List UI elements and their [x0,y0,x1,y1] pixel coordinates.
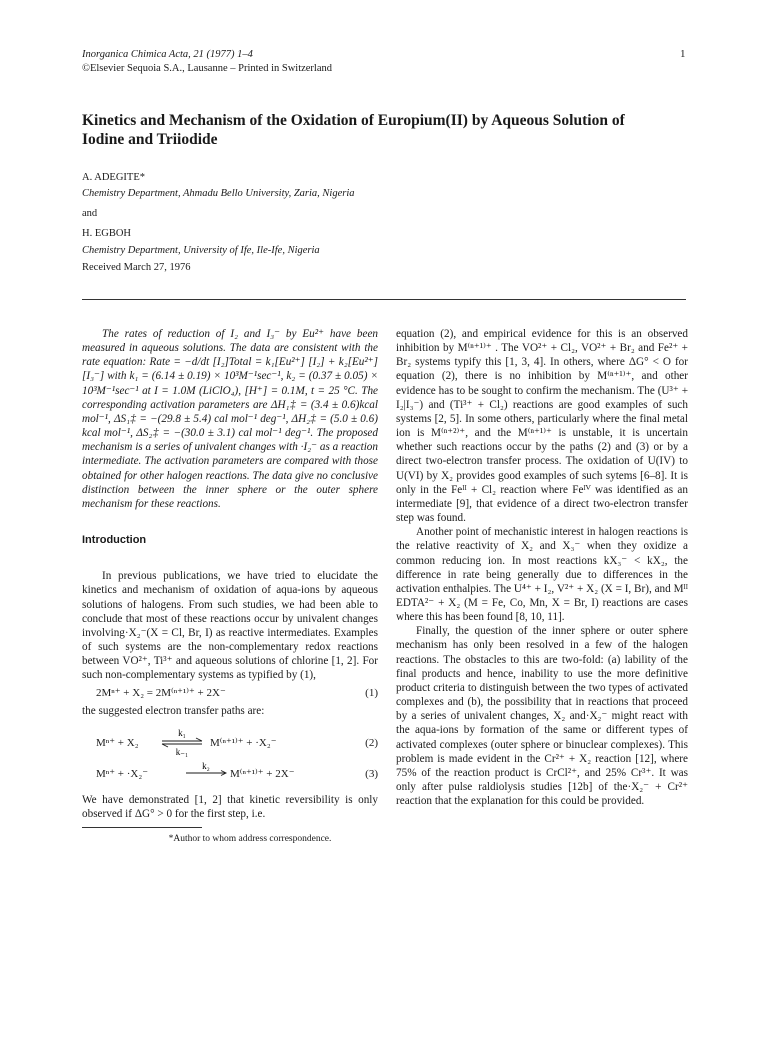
intro-paragraph-1: In previous publications, we have tried to elucidate the kinetics and mechanism of oxidation of aqua-ions by aqueous solutions of halogens. From such studies, we had been able to conclude that most of these reactions occur by univalent changes involving·X₂⁻(X = Cl, Br, I) as reactive intermediates. Examples of such systems are the non-complementary redox reactions between VO²⁺, Ti³⁺ and aqueous solutions of chlorine [1, 2]. For such non-complementary systems as typified by (1), [82,570,378,682]
journal-citation: Inorganica Chimica Acta, 21 (1977) 1–4 [82,49,253,60]
author-2: H. EGBOH [82,228,131,239]
equation-2-number: (2) [365,736,378,749]
author-conjunction: and [82,208,98,219]
intro-paragraph-2: the suggested electron transfer paths are: [82,705,265,718]
right-column [396,327,688,808]
body-paragraph-1: equation (2), and empirical evidence for this is an observed inhibition by M⁽ⁿ⁺¹⁾⁺ . The VO²⁺ + Cl₂, VO²⁺ + Br₂ and Fe²⁺ + Br₂ systems typify this [1, 3, 4]. In others, where ΔG° < O for equation (2), there is no inhibition by M⁽ⁿ⁺¹⁾⁺, and other evidence has to be sought to confirm the mechanism. The (U³⁺ + I₂|I₃⁻) and (Ti³⁺ + Cl₂) reactions are good examples of such systems [2, 5]. In some others, particularly where the final metal ion is M⁽ⁿ⁺²⁾⁺, and the M⁽ⁿ⁺¹⁾⁺ is unstable, it is uncertain whether such reactions occur by the paths (2) and (3) or by a direct two-electron transfer process. The oxidation of U(IV) to U(VI) by X₂ provides good examples of such sytems [6–8]. It is only in the Feᴵᴵ + Cl₂ reaction where Feᴵⱽ was identified as an intermediate [9], that evidence of a direct two-electron transfer step was found. [396,328,688,525]
abstract: The rates of reduction of I₂ and I₃⁻ by Eu²⁺ have been measured in aqueous solutions. The data are consistent with the rate equation: Rate = −d/dt [I₂]Total = k₁[Eu²⁺] [I₂] + k₂[Eu²⁺] [I₃⁻] with k₁ = (6.14 ± 0.19) × 10³M⁻¹sec⁻¹, k₂ = (0.37 ± 0.05) × 10³M⁻¹sec⁻¹ at I = 1.0M (LiClO₄), [H⁺] = 0.1M, t = 25 °C. The corresponding activation parameters are ΔH₁‡ = (3.4 ± 0.6)kcal mol⁻¹, ΔS₁‡ = −(29.8 ± 5.4) cal mol⁻¹ deg⁻¹, ΔH₂‡ = (5.0 ± 0.6) kcal mol⁻¹, ΔS₂‡ = −(30.0 ± 3.1) cal mol⁻¹ deg⁻¹. The proposed mechanism is a series of univalent changes with ·I₂⁻ as a reaction intermediate. The activation parameters are compared with those obtained for other halogen reactions. The data give no conclusive distinction between the inner sphere or the outer sphere mechanism for these reactions. [82,328,378,510]
equation-1-number: (1) [365,687,378,700]
equation-2-rhs: M⁽ⁿ⁺¹⁾⁺ + ·X₂⁻ [210,736,277,749]
equation-2-k-reverse: k₋₁ [175,746,189,757]
equation-3 [82,761,378,785]
equation-2 [82,723,378,761]
body-paragraph-2: Another point of mechanistic interest in halogen reactions is the relative reactivity of X₂ and X₃⁻ when they oxidize a common reducing ion. In most reactions kX₃⁻ < kX₂, the difference in rate being generally due to differences in the activation enthalpies. The U⁴⁺ + I₂, V²⁺ + X₂ (X = I, Br), and Mᴵᴵ EDTA²⁻ + X₂ (M = Fe, Co, Mn, X = Br, I) reactions are cases where this has been found [8, 10, 11]. [396,526,688,624]
journal-header [82,48,332,75]
equation-3-k: k₂ [202,760,210,771]
reaction-arrow-icon [184,761,228,779]
intro-paragraph-3: We have demonstrated [1, 2] that kinetic reversibility is only observed if ΔG° > 0 for the first step, i.e. [82,793,378,820]
affiliation-2: Chemistry Department, University of Ife, Ile-Ife, Nigeria [82,245,320,256]
equation-2-k-forward: k₁ [178,728,186,738]
equation-3-lhs: Mⁿ⁺ + ·X₂⁻ [96,767,149,780]
equation-2-lhs: Mⁿ⁺ + X₂ [96,736,139,749]
equation-3-rhs: M⁽ⁿ⁺¹⁾⁺ + 2X⁻ [230,767,295,780]
author-1: A. ADEGITE* [82,172,145,183]
affiliation-1: Chemistry Department, Ahmadu Bello University, Zaria, Nigeria [82,188,355,199]
body-paragraph-3: Finally, the question of the inner sphere or outer sphere mechanism has only been resolved in a few of the halogen reactions. The obstacles to this are two-fold: (a) lability of the final products and hence, inability to use the more definitive product criteria to distinguish between the two types of activated complexes and (b), the possibility that in reactions that proceed by a series of univalent changes, X₂ and·X₂⁻ might react with the aqua-ions by formation of the same or different types of activated complexes (outer sphere or binuclear complexes). This problem is made evident in the Cr²⁺ + X₂ reaction [12], where 75% of the reaction product is CrCl²⁺, and 25% Cr³⁺. It was only after pulse raldiolysis studies [12b] of the·X₂⁻ + Cr²⁺ reaction that the explanation for this could be provided. [396,625,688,808]
page-number: 1 [680,48,686,60]
article-title: Kinetics and Mechanism of the Oxidation of Europium(II) by Aqueous Solution of Iodine and Triiodide [82,112,625,148]
header-divider [82,299,686,300]
equilibrium-arrow-icon [160,729,204,757]
equation-1-text: 2Mⁿ⁺ + X₂ = 2M⁽ⁿ⁺¹⁾⁺ + 2X⁻ [96,687,226,700]
equation-1 [82,682,378,704]
section-heading-introduction: Introduction [82,534,147,547]
footnote-divider [82,827,202,828]
equation-3-number: (3) [365,767,378,780]
left-column [82,327,378,846]
footnote: *Author to whom address correspondence. [168,833,332,844]
publisher-line: ©Elsevier Sequoia S.A., Lausanne – Printed in Switzerland [82,62,333,74]
received-date: Received March 27, 1976 [82,262,191,273]
